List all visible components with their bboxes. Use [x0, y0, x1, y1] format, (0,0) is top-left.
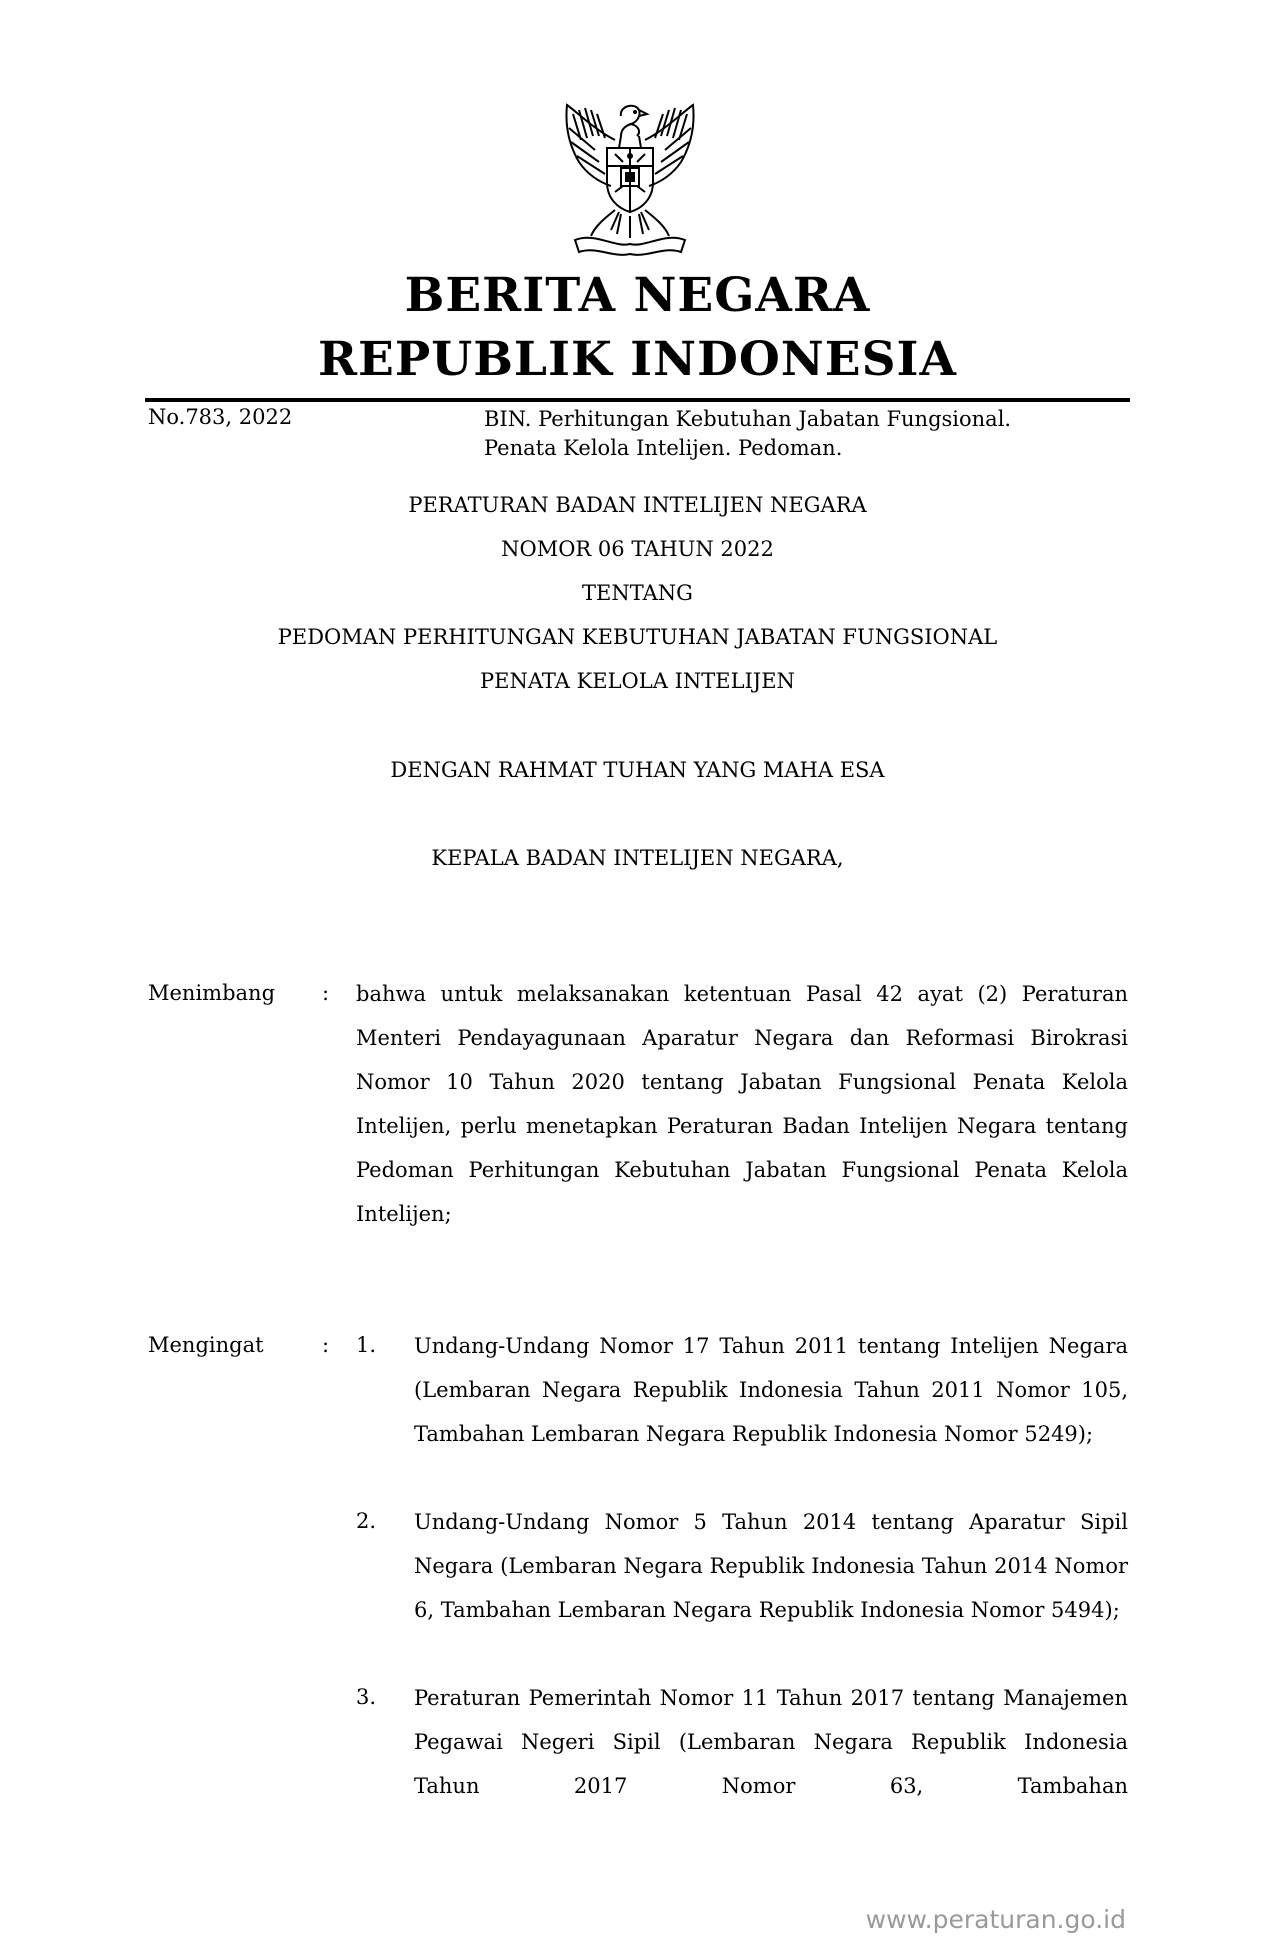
- masthead-subtitle: REPUBLIK INDONESIA: [317, 332, 957, 387]
- garuda-emblem-icon: [555, 100, 705, 260]
- kepala-line: KEPALA BADAN INTELIJEN NEGARA,: [431, 846, 844, 870]
- rahmat-line: DENGAN RAHMAT TUHAN YANG MAHA ESA: [390, 758, 885, 782]
- masthead-title: BERITA NEGARA: [404, 268, 871, 323]
- gazette-topic: [484, 405, 1011, 463]
- gazette-topic-line-2: Penata Kelola Intelijen. Pedoman.: [484, 436, 843, 460]
- regulation-title: PERATURAN BADAN INTELIJEN NEGARA: [408, 493, 867, 517]
- regulation-subject-line-1: PEDOMAN PERHITUNGAN KEBUTUHAN JABATAN FUNGSIONAL: [277, 625, 998, 649]
- regulation-number: NOMOR 06 TAHUN 2022: [501, 537, 774, 561]
- footer-website-link[interactable]: www.peraturan.go.id: [865, 1905, 1126, 1934]
- mengingat-item-number: 2.: [356, 1509, 377, 1533]
- mengingat-colon: :: [322, 1333, 330, 1357]
- menimbang-text: bahwa untuk melaksanakan ketentuan Pasal 42 ayat (2) Peraturan Menteri Pendayagunaan Aparatur Negara dan Reformasi Birokrasi Nomor 10 Tahun 2020 tentang Jabatan Fungsional Penata Kelola Intelijen, perlu menetapkan Peraturan Badan Intelijen Negara tentang Pedoman Perhitungan Kebutuhan Jabatan Fungsional Penata Kelola Intelijen;: [356, 982, 1128, 1226]
- gazette-number: No.783, 2022: [148, 405, 293, 429]
- mengingat-item-number: 1.: [356, 1333, 377, 1357]
- mengingat-item-text: Peraturan Pemerintah Nomor 11 Tahun 2017 tentang Manajemen Pegawai Negeri Sipil (Lembaran Negara Republik Indonesia Tahun 2017 Nomor 63, Tambahan: [414, 1686, 1128, 1798]
- menimbang-colon: :: [322, 981, 330, 1005]
- masthead-divider: [145, 398, 1130, 402]
- gazette-topic-line-1: BIN. Perhitungan Kebutuhan Jabatan Fungsional.: [484, 407, 1012, 431]
- regulation-subject-line-2: PENATA KELOLA INTELIJEN: [480, 669, 795, 693]
- mengingat-label: Mengingat: [148, 1333, 264, 1357]
- menimbang-label: Menimbang: [148, 981, 276, 1005]
- mengingat-item-text: Undang-Undang Nomor 5 Tahun 2014 tentang Aparatur Sipil Negara (Lembaran Negara Republik Indonesia Tahun 2014 Nomor 6, Tambahan Lembaran Negara Republik Indonesia Nomor 5494);: [414, 1510, 1128, 1622]
- mengingat-item-number: 3.: [356, 1685, 377, 1709]
- mengingat-item-text: Undang-Undang Nomor 17 Tahun 2011 tentang Intelijen Negara (Lembaran Negara Republik Indonesia Tahun 2011 Nomor 105, Tambahan Lembaran Negara Republik Indonesia Nomor 5249);: [414, 1334, 1128, 1446]
- regulation-tentang: TENTANG: [582, 581, 693, 605]
